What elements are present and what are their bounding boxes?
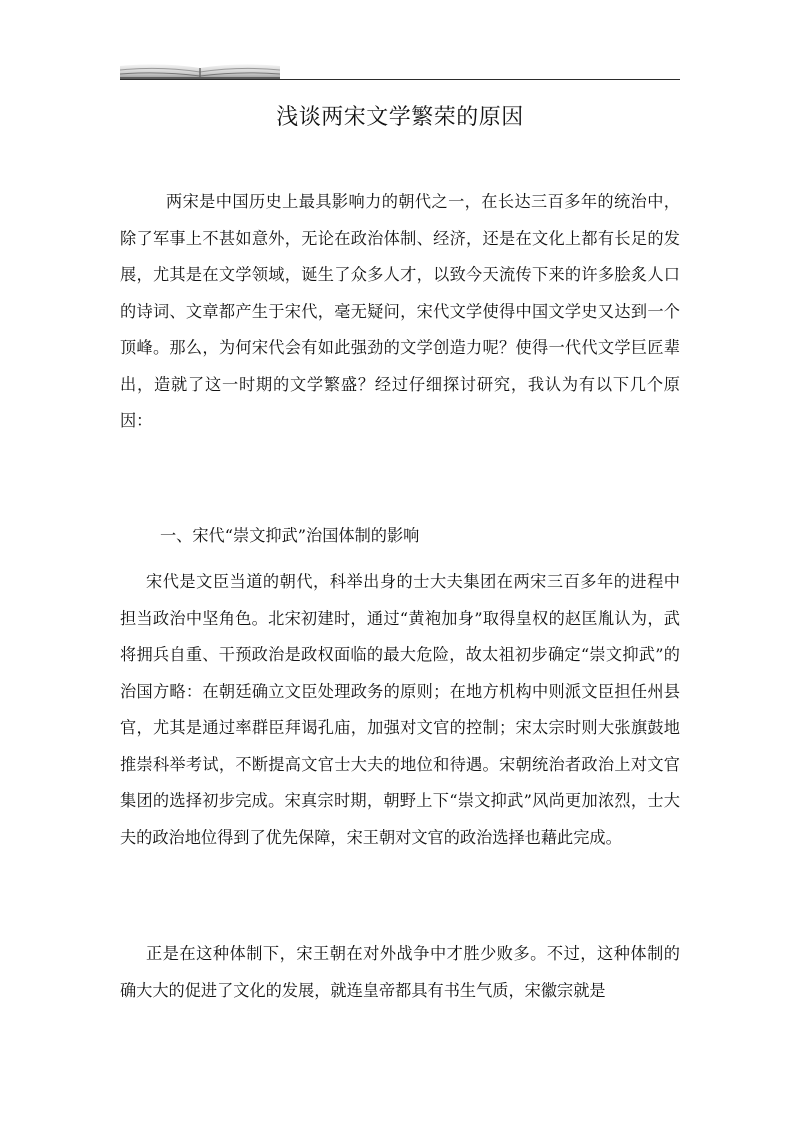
body-paragraph-2: 正是在这种体制下，宋王朝在对外战争中才胜少败多。不过，这种体制的确大大的促进了文化的发展，就连皇帝都具有书生气质，宋徽宗就是 [120,944,680,1000]
intro-paragraph: 两宋是中国历史上最具影响力的朝代之一，在长达三百多年的统治中，除了军事上不甚如意外，无论在政治体制、经济，还是在文化上都有长足的发展，尤其是在文学领域，诞生了众多人才，以致今天流传下来的许多脍炙人口的诗词、文章都产生于宋代，毫无疑问，宋代文学使得中国文学史又达到一个顶峰。那么，为何宋代会有如此强劲的文学创造力呢？使得一代代文学巨匠辈出，造就了这一时期的文学繁盛？经过仔细探讨研究，我认为有以下几个原因： [120,192,680,430]
document-title: 浅谈两宋文学繁荣的原因 [276,105,524,130]
body-paragraph-1: 宋代是文臣当道的朝代，科举出身的士大夫集团在两宋三百多年的进程中担当政治中坚角色。北宋初建时，通过“黄袍加身”取得皇权的赵匡胤认为，武将拥兵自重、干预政治是政权面临的最大危险，故太祖初步确定“崇文抑武”的治国方略：在朝廷确立文臣处理政务的原则；在地方机构中则派文臣担任州县官，尤其是通过率群臣拜谒孔庙，加强对文官的控制；宋太宗时则大张旗鼓地推崇科举考试，不断提高文官士大夫的地位和待遇。宋朝统治者政治上对文官集团的选择初步完成。宋真宗时期，朝野上下“崇文抑武”风尚更加浓烈，士大夫的政治地位得到了优先保障，宋王朝对文官的政治选择也藉此完成。 [120,572,680,847]
header-rule [120,79,680,80]
header-book-image [120,56,280,80]
section-heading: 一、宋代“崇文抑武”治国体制的影响 [160,526,420,545]
